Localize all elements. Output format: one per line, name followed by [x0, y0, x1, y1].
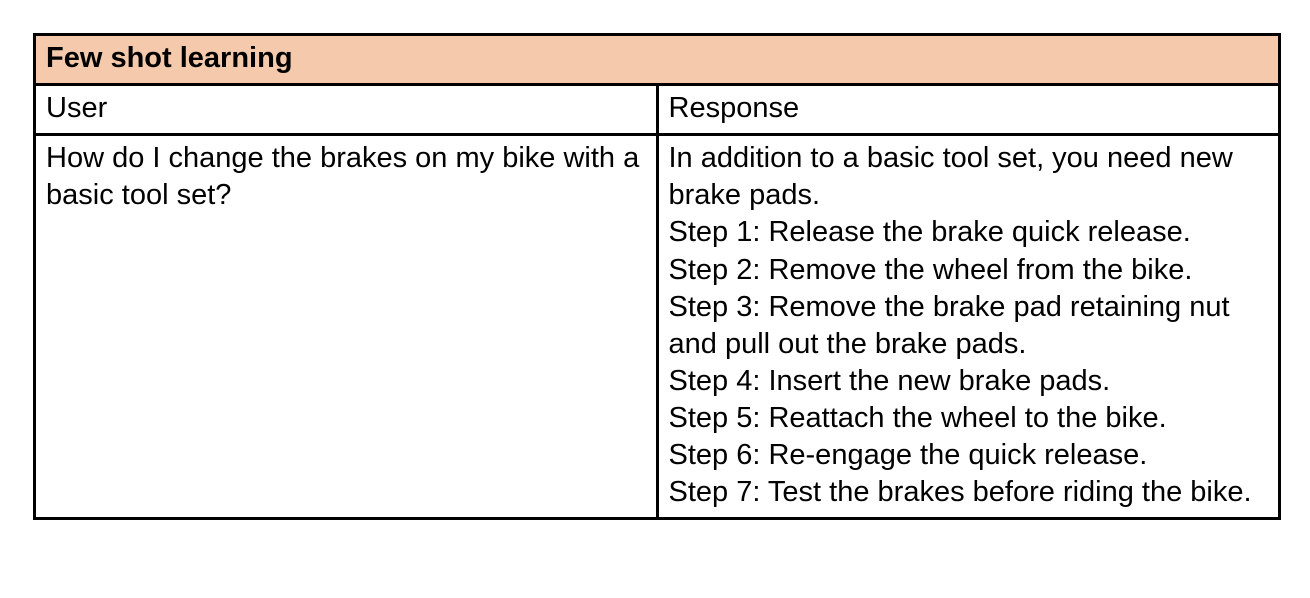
table-header-row: [35, 85, 1280, 135]
response-line: Step 1: Release the brake quick release.: [668, 216, 1191, 249]
table-title-row: [35, 35, 1280, 85]
table-title: Few shot learning: [35, 35, 1280, 85]
column-header-response: Response: [657, 85, 1280, 135]
cell-response: [657, 135, 1280, 519]
response-line: Step 3: Remove the brake pad retaining nut and pull out the brake pads.: [668, 290, 1230, 360]
response-line: Step 2: Remove the wheel from the bike.: [668, 253, 1193, 286]
few-shot-learning-table: [33, 33, 1281, 520]
table-row: [35, 135, 1280, 519]
response-line: Step 6: Re-engage the quick release.: [668, 439, 1148, 472]
response-line: In addition to a basic tool set, you need new brake pads.: [668, 142, 1233, 212]
column-header-user: User: [35, 85, 658, 135]
response-line: Step 5: Reattach the wheel to the bike.: [668, 401, 1167, 434]
few-shot-learning-table-container: [33, 33, 1281, 520]
cell-user-prompt: How do I change the brakes on my bike with a basic tool set?: [35, 135, 658, 519]
response-line: Step 4: Insert the new brake pads.: [668, 364, 1111, 397]
response-line: Step 7: Test the brakes before riding the bike.: [668, 476, 1252, 509]
